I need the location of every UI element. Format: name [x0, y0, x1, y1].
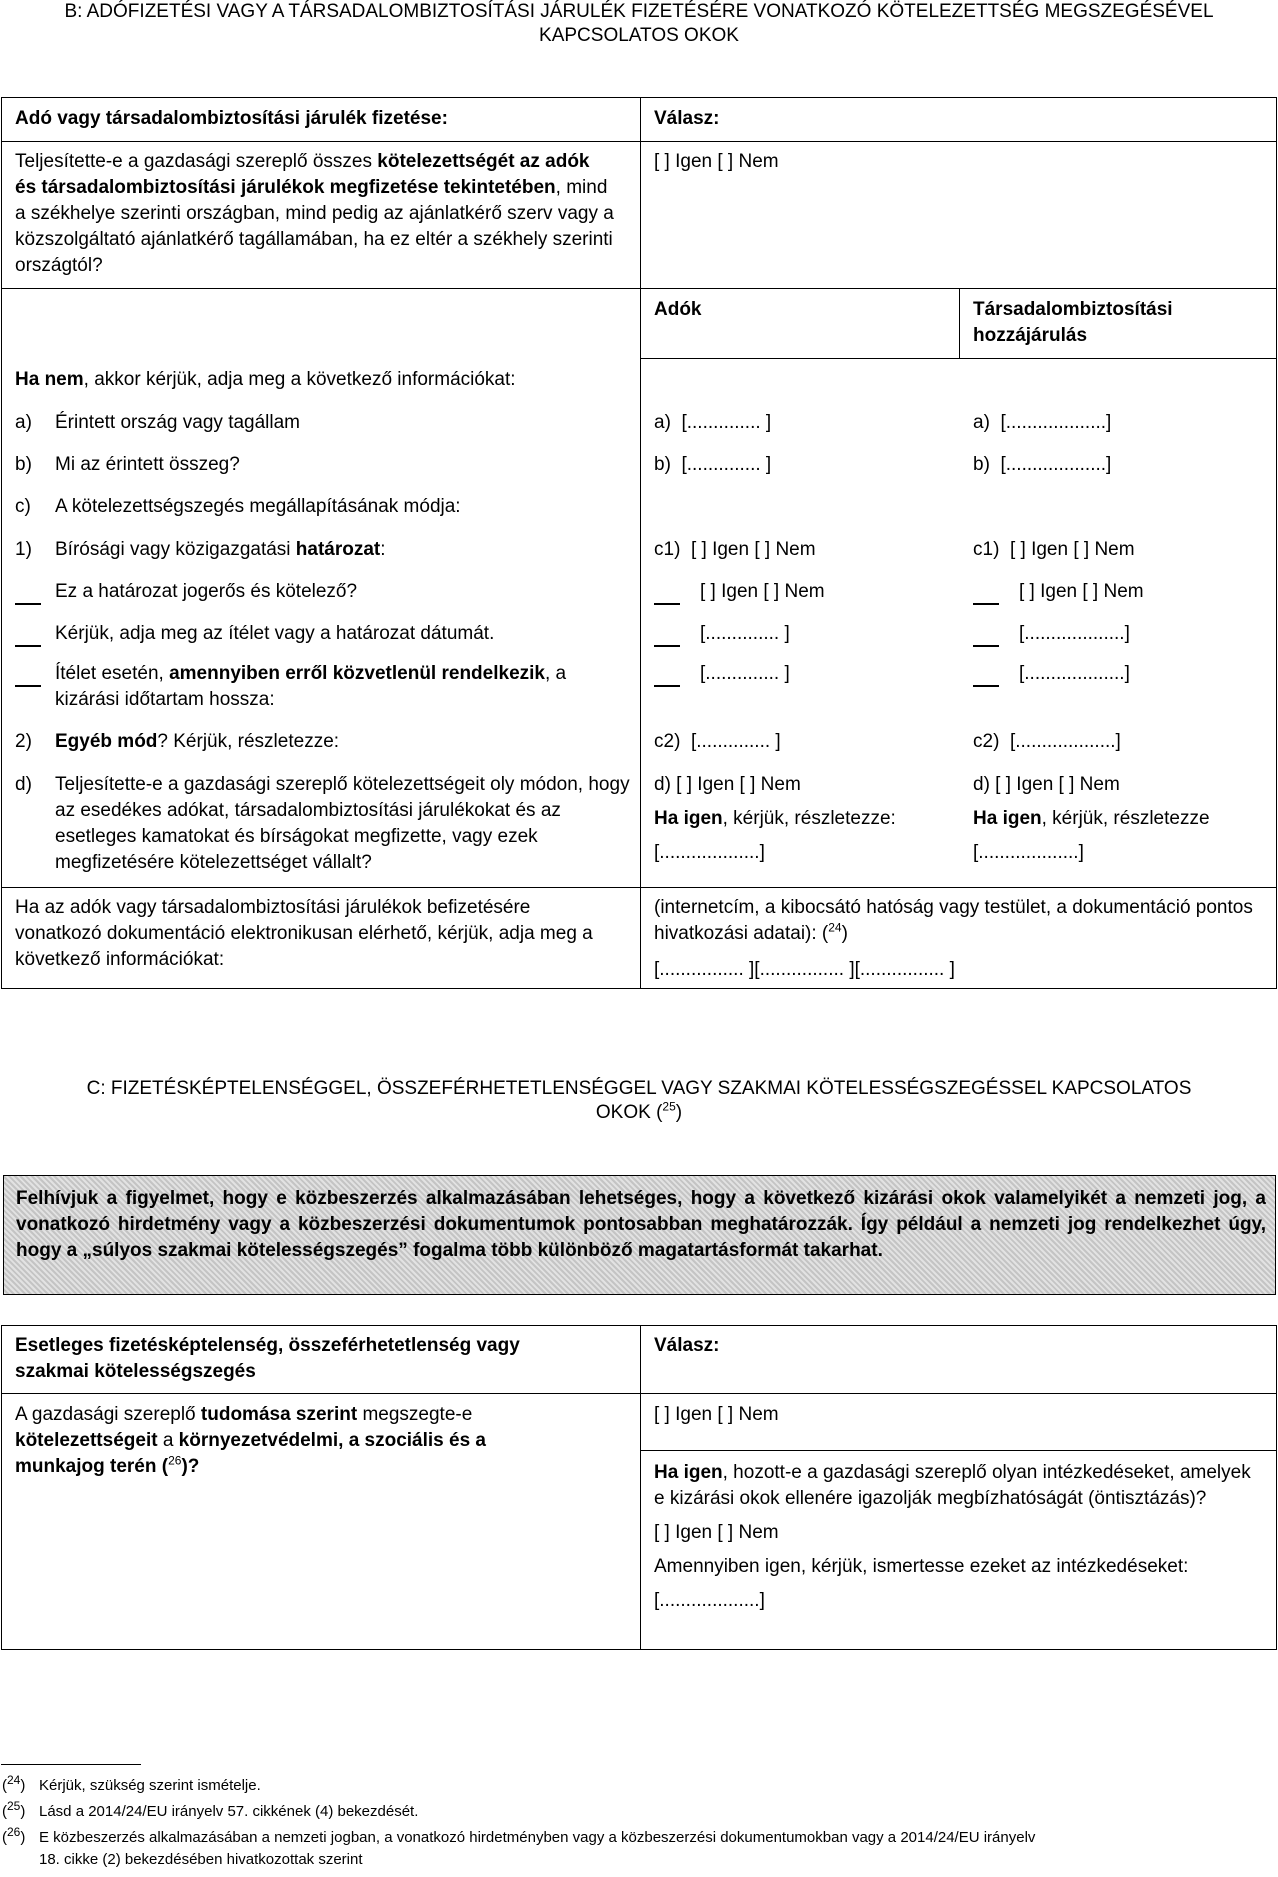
tax-answer-c1[interactable]: c1) [ ] Igen [ ] Nem [654, 539, 816, 560]
tax-answer-c2[interactable]: c2) [.............. ] [654, 731, 781, 752]
footnote-25: ($^{25}$) Lásd a 2014/24/EU irányelv 57. cikkének (4) bekezdését. [2, 1799, 419, 1820]
section-b-title-line1: B: ADÓFIZETÉSI VAGY A TÁRSADALOMBIZTOSÍTÁSI JÁRULÉK FIZETÉSÉRE VONATKOZÓ KÖTELEZETTSÉG MEGSZEGÉSÉVEL [64, 1, 1214, 22]
misconduct-answer[interactable]: [ ] Igen [ ] Nem [654, 1404, 779, 1425]
social-answer-b[interactable]: b) [...................] [973, 454, 1112, 475]
dash-mark [15, 673, 41, 699]
self-cleaning-block [654, 1460, 1254, 1614]
dash-mark [654, 633, 680, 659]
item-text: Ítélet esetén, amennyiben erről közvetlenül rendelkezik, a kizárási időtartam hossza: [55, 663, 567, 710]
notice-box [3, 1175, 1276, 1295]
item-text: Teljesítette-e a gazdasági szereplő kötelezettségeit oly módon, hogy az esedékes adókat, társadalombiztosítási járulékokat és az esetleges kamatokat és bírságokat megfizette, vagy ezek megfizetésére kötelezettséget vállalt? [55, 774, 630, 873]
item-text: A kötelezettségszegés megállapításának módja: [55, 496, 461, 517]
section-b-title [0, 0, 1278, 48]
self-cleaning-blank[interactable]: [...................] [654, 1590, 765, 1611]
social-answer-a[interactable]: a) [...................] [973, 412, 1112, 433]
table-c-header-left: Esetleges fizetésképtelenség, összeférhetetlenség vagy szakmai kötelességszegés [15, 1335, 520, 1382]
tax-answer-d[interactable]: d) [ ] Igen [ ] Nem Ha igen, kérjük, részletezze: [...................] [654, 774, 896, 863]
table-b-header-left: Adó vagy társadalombiztosítási járulék fizetése: [15, 108, 448, 129]
dash-mark [654, 591, 680, 617]
tax-payment-answer[interactable]: [ ] Igen [ ] Nem [654, 151, 779, 172]
col-social-header: Társadalombiztosítási hozzájárulás [973, 299, 1173, 346]
dash-mark [973, 633, 999, 659]
misconduct-question: A gazdasági szereplő tudomása szerint megszegte-e kötelezettségeit a környezetvédelmi, a szociális és a munkajog terén ($^{26}$)? [15, 1404, 487, 1477]
item-text: Mi az érintett összeg? [55, 454, 240, 475]
col-taxes-header: Adók [654, 299, 702, 320]
section-b-title-line2: KAPCSOLATOS OKOK [539, 25, 739, 46]
item-mark: 2) [15, 731, 32, 752]
item-mark: c) [15, 496, 31, 517]
documentation-question: Ha az adók vagy társadalombiztosítási járulékok befizetésére vonatkozó dokumentáció elektronikusan elérhető, kérjük, adja meg a következő információkat: [15, 897, 593, 970]
documentation-answer[interactable]: (internetcím, a kibocsátó hatóság vagy testület, a dokumentáció pontos hivatkozási adatai): ($^{24}$) [................ ][................ ][................ ] [654, 897, 1253, 980]
social-answer-c1[interactable]: c1) [ ] Igen [ ] Nem [973, 539, 1135, 560]
item-text: Egyéb mód? Kérjük, részletezze: [55, 731, 340, 752]
notice-text: Felhívjuk a figyelmet, hogy e közbeszerzés alkalmazásában lehetséges, hogy a következő kizárási okok valamelyikét a nemzeti jog, a vonatkozó hirdetmény vagy a közbeszerzési dokumentumok pontosabban meghatározzák. Így például a nemzeti jog rendelkezhet úgy, hogy a „súlyos szakmai kötelességszegés” fogalma több különböző magatartásformát takarhat. [16, 1188, 1266, 1261]
dash-mark [15, 591, 41, 617]
dash-mark [15, 633, 41, 659]
self-cleaning-answer[interactable]: [ ] Igen [ ] Nem [654, 1522, 779, 1543]
dash-mark [654, 673, 680, 699]
self-cleaning-describe: Amennyiben igen, kérjük, ismertesse ezeket az intézkedéseket: [654, 1556, 1189, 1577]
social-answer-c2[interactable]: c2) [...................] [973, 731, 1121, 752]
self-cleaning-question: Ha igen, hozott-e a gazdasági szereplő olyan intézkedéseket, amelyek e kizárási okok ellenére igazolják megbízhatóságát (öntisztázás)? [654, 1462, 1251, 1509]
item-text: Bírósági vagy közigazgatási határozat: [55, 539, 386, 560]
item-text: Érintett ország vagy tagállam [55, 412, 301, 433]
table-c-header-right: Válasz: [654, 1335, 720, 1356]
footnote-separator [1, 1764, 141, 1765]
tax-answer-a[interactable]: a) [.............. ] [654, 412, 772, 433]
item-mark: a) [15, 412, 32, 433]
item-text: Ez a határozat jogerős és kötelező? [55, 581, 358, 602]
footnote-26-cont: 18. cikke (2) bekezdésében hivatkozottak szerint [39, 1851, 363, 1868]
item-text: Kérjük, adja meg az ítélet vagy a határozat dátumát. [55, 623, 495, 644]
footnote-24: ($^{24}$) Kérjük, szükség szerint ismételje. [2, 1773, 261, 1794]
item-mark: b) [15, 454, 32, 475]
section-c-title-line2: OKOK ($^{25}$) [595, 1099, 683, 1123]
item-mark: 1) [15, 539, 32, 560]
social-answer-d[interactable]: d) [ ] Igen [ ] Nem Ha igen, kérjük, részletezze [...................] [973, 774, 1210, 863]
tax-payment-question: Teljesítette-e a gazdasági szereplő összes kötelezettségét az adók és társadalombiztosítási járulékok megfizetése tekintetében, mind a székhelye szerinti országban, mind pedig az ajánlatkérő szerv vagy a közszolgáltató ajánlatkérő tagállamában, ha ez eltér a székhely szerinti országtól? [15, 151, 614, 276]
dash-mark [973, 673, 999, 699]
section-c-title [0, 1077, 1278, 1125]
item-mark: d) [15, 774, 32, 795]
tax-answer-b[interactable]: b) [.............. ] [654, 454, 772, 475]
if-no-instruction: Ha nem, akkor kérjük, adja meg a következő információkat: [15, 369, 516, 390]
table-b-header-right: Válasz: [654, 108, 720, 129]
dash-mark [973, 591, 999, 617]
footnote-26: ($^{26}$) E közbeszerzés alkalmazásában a nemzeti jogban, a vonatkozó hirdetményben vagy a közbeszerzési dokumentumokban vagy a 2014/24/EU irányelv [2, 1825, 1036, 1846]
section-c-title-line1: C: FIZETÉSKÉPTELENSÉGGEL, ÖSSZEFÉRHETETLENSÉGGEL VAGY SZAKMAI KÖTELESSÉGSZEGÉSSEL KAPCSOLATOS [86, 1078, 1192, 1099]
